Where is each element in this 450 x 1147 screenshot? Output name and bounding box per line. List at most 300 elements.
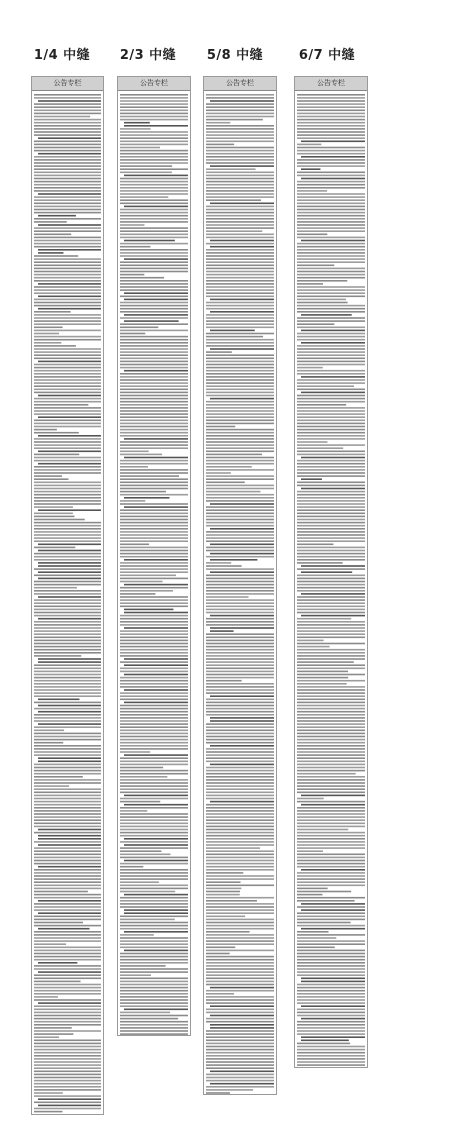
text-line bbox=[120, 516, 188, 518]
text-line bbox=[34, 184, 101, 186]
text-line bbox=[120, 416, 188, 418]
text-line bbox=[297, 575, 365, 577]
text-line bbox=[206, 296, 274, 298]
text-line bbox=[297, 624, 365, 626]
text-line bbox=[34, 528, 101, 530]
text-line bbox=[120, 230, 188, 232]
text-line bbox=[206, 460, 274, 462]
text-line bbox=[210, 240, 274, 242]
text-line bbox=[124, 612, 188, 614]
text-line bbox=[297, 389, 365, 391]
text-line bbox=[206, 813, 274, 815]
text-line bbox=[297, 317, 365, 319]
text-line bbox=[34, 513, 73, 515]
text-line bbox=[120, 156, 188, 158]
text-line bbox=[34, 810, 101, 812]
text-line bbox=[297, 993, 365, 995]
text-line bbox=[297, 798, 324, 800]
text-line bbox=[120, 500, 145, 502]
text-line bbox=[206, 847, 260, 849]
text-line bbox=[206, 506, 274, 508]
text-line bbox=[34, 1052, 101, 1054]
text-line bbox=[38, 723, 101, 725]
text-line bbox=[34, 230, 101, 232]
text-line bbox=[120, 881, 159, 883]
text-line bbox=[120, 562, 188, 564]
text-line bbox=[34, 754, 101, 756]
text-line bbox=[120, 159, 188, 161]
text-line bbox=[38, 215, 76, 217]
text-line bbox=[120, 984, 188, 986]
text-line bbox=[297, 534, 365, 536]
text-line bbox=[120, 940, 188, 942]
text-line bbox=[38, 137, 101, 139]
text-line bbox=[120, 618, 188, 620]
text-line bbox=[206, 333, 274, 335]
text-line bbox=[120, 382, 188, 384]
text-line bbox=[120, 305, 188, 307]
text-line bbox=[297, 258, 365, 260]
text-line bbox=[38, 1105, 101, 1107]
text-line bbox=[297, 122, 365, 124]
text-line bbox=[206, 785, 274, 787]
text-line bbox=[34, 664, 101, 666]
text-line bbox=[206, 401, 274, 403]
text-line bbox=[34, 819, 101, 821]
text-line bbox=[120, 97, 188, 99]
text-line bbox=[120, 556, 188, 558]
text-line bbox=[34, 478, 68, 480]
text-line bbox=[206, 754, 274, 756]
text-line bbox=[34, 587, 77, 589]
text-line bbox=[34, 339, 101, 341]
text-line bbox=[120, 1002, 188, 1004]
text-line bbox=[297, 466, 365, 468]
text-line bbox=[120, 286, 188, 288]
text-line bbox=[206, 413, 274, 415]
text-line bbox=[297, 308, 365, 310]
text-line bbox=[297, 432, 365, 434]
text-line bbox=[206, 286, 274, 288]
text-line bbox=[38, 618, 101, 620]
text-line bbox=[34, 584, 101, 586]
text-line bbox=[297, 234, 327, 236]
text-line bbox=[206, 587, 274, 589]
text-line bbox=[38, 866, 101, 868]
text-line bbox=[34, 816, 101, 818]
text-line bbox=[34, 379, 101, 381]
text-line bbox=[38, 562, 101, 564]
text-line bbox=[206, 190, 274, 192]
text-line bbox=[206, 252, 274, 254]
text-line bbox=[38, 1002, 101, 1004]
text-line bbox=[297, 847, 365, 849]
text-line bbox=[34, 351, 101, 353]
text-line bbox=[120, 996, 188, 998]
text-line bbox=[34, 1030, 101, 1032]
text-line bbox=[297, 249, 365, 251]
text-line bbox=[297, 748, 365, 750]
text-line bbox=[206, 525, 274, 527]
text-line bbox=[297, 953, 365, 955]
text-line bbox=[34, 246, 101, 248]
text-line bbox=[297, 757, 365, 759]
text-line bbox=[297, 125, 365, 127]
text-line bbox=[301, 478, 322, 480]
text-line bbox=[120, 692, 188, 694]
text-line bbox=[120, 695, 188, 697]
text-line bbox=[34, 333, 59, 335]
text-line bbox=[301, 156, 365, 158]
text-line bbox=[206, 931, 250, 933]
text-line bbox=[297, 550, 365, 552]
text-line bbox=[297, 596, 365, 598]
text-line bbox=[297, 819, 365, 821]
text-line bbox=[297, 863, 365, 865]
text-line bbox=[297, 680, 365, 682]
text-line bbox=[120, 407, 188, 409]
text-line bbox=[34, 534, 101, 536]
text-line bbox=[206, 534, 274, 536]
text-line bbox=[206, 596, 249, 598]
text-line bbox=[34, 299, 101, 301]
text-line bbox=[301, 1036, 365, 1038]
text-line bbox=[120, 475, 179, 477]
text-line bbox=[206, 993, 234, 995]
text-line bbox=[34, 168, 101, 170]
text-line bbox=[120, 906, 188, 908]
text-line bbox=[34, 581, 101, 583]
text-line bbox=[120, 990, 188, 992]
text-line bbox=[297, 395, 365, 397]
text-line bbox=[297, 919, 365, 921]
text-line bbox=[34, 779, 101, 781]
text-line bbox=[124, 240, 175, 242]
text-line bbox=[120, 761, 188, 763]
text-line bbox=[34, 255, 78, 257]
text-line bbox=[297, 674, 365, 676]
text-line bbox=[34, 320, 101, 322]
text-line bbox=[297, 407, 365, 409]
text-line bbox=[34, 447, 101, 449]
text-line bbox=[297, 224, 365, 226]
text-line bbox=[297, 540, 365, 542]
text-line bbox=[297, 252, 365, 254]
text-line bbox=[120, 187, 188, 189]
text-line bbox=[297, 671, 348, 673]
text-line bbox=[34, 999, 101, 1001]
text-line bbox=[297, 878, 365, 880]
text-line bbox=[206, 354, 274, 356]
text-line bbox=[297, 931, 329, 933]
text-line bbox=[34, 652, 101, 654]
text-line bbox=[34, 131, 101, 133]
text-line bbox=[301, 565, 365, 567]
text-line bbox=[124, 457, 188, 459]
text-line bbox=[297, 246, 365, 248]
text-line bbox=[120, 367, 188, 369]
text-line bbox=[206, 1049, 274, 1051]
text-line bbox=[120, 144, 188, 146]
text-line bbox=[206, 792, 274, 794]
text-line bbox=[297, 296, 365, 298]
text-line bbox=[34, 956, 101, 958]
text-line bbox=[297, 404, 346, 406]
text-line bbox=[206, 547, 274, 549]
text-line bbox=[120, 482, 188, 484]
text-line bbox=[206, 1021, 274, 1023]
text-line bbox=[120, 199, 188, 201]
text-line bbox=[34, 438, 101, 440]
text-line bbox=[297, 841, 365, 843]
text-line bbox=[34, 1018, 101, 1020]
text-line bbox=[206, 389, 274, 391]
text-line bbox=[120, 165, 172, 167]
text-line bbox=[297, 128, 365, 130]
text-line bbox=[206, 795, 274, 797]
text-line bbox=[120, 488, 188, 490]
text-line bbox=[206, 956, 274, 958]
text-line bbox=[297, 692, 365, 694]
text-line bbox=[206, 404, 274, 406]
text-line bbox=[297, 237, 365, 239]
text-line bbox=[206, 736, 274, 738]
text-line bbox=[34, 869, 101, 871]
text-line bbox=[206, 599, 274, 601]
text-line bbox=[206, 779, 274, 781]
text-line bbox=[297, 950, 365, 952]
text-line bbox=[206, 237, 274, 239]
text-line bbox=[120, 568, 188, 570]
text-line bbox=[34, 1012, 101, 1014]
text-line bbox=[120, 999, 188, 1001]
text-line bbox=[120, 522, 188, 524]
text-line bbox=[297, 754, 365, 756]
text-line bbox=[34, 1040, 101, 1042]
text-line bbox=[120, 578, 188, 580]
text-line bbox=[120, 485, 188, 487]
text-line bbox=[120, 537, 188, 539]
text-line bbox=[34, 525, 101, 527]
text-line bbox=[297, 587, 365, 589]
text-line bbox=[120, 237, 188, 239]
text-line bbox=[120, 364, 188, 366]
text-line bbox=[120, 209, 188, 211]
text-line bbox=[120, 655, 188, 657]
text-line bbox=[297, 655, 365, 657]
text-line bbox=[297, 714, 365, 716]
text-line bbox=[124, 497, 169, 499]
text-line bbox=[297, 113, 365, 115]
text-line bbox=[34, 317, 101, 319]
text-line bbox=[206, 193, 274, 195]
text-line bbox=[206, 522, 274, 524]
text-line bbox=[206, 739, 274, 741]
text-line bbox=[206, 959, 274, 961]
text-line bbox=[297, 711, 365, 713]
text-line bbox=[120, 829, 188, 831]
text-line bbox=[206, 420, 274, 422]
text-line bbox=[297, 782, 365, 784]
text-line bbox=[120, 671, 188, 673]
text-line bbox=[34, 358, 101, 360]
text-line bbox=[297, 937, 336, 939]
text-line bbox=[206, 894, 240, 896]
text-line bbox=[206, 897, 274, 899]
text-line bbox=[206, 519, 274, 521]
text-line bbox=[120, 348, 188, 350]
text-line bbox=[297, 606, 365, 608]
text-line bbox=[34, 178, 101, 180]
text-line bbox=[34, 144, 101, 146]
text-line bbox=[34, 965, 101, 967]
text-line bbox=[297, 1043, 350, 1045]
text-line bbox=[34, 934, 101, 936]
notice-text-block bbox=[204, 91, 276, 1094]
text-line bbox=[206, 804, 274, 806]
text-line bbox=[34, 1043, 101, 1045]
text-line bbox=[297, 881, 365, 883]
text-line bbox=[297, 661, 354, 663]
text-line bbox=[34, 444, 101, 446]
text-line bbox=[297, 544, 333, 546]
text-line bbox=[34, 850, 101, 852]
text-line bbox=[210, 695, 274, 697]
text-line bbox=[297, 339, 365, 341]
text-line bbox=[120, 633, 188, 635]
text-line bbox=[120, 736, 188, 738]
text-line bbox=[206, 451, 274, 453]
text-line bbox=[120, 255, 188, 257]
text-line bbox=[297, 826, 365, 828]
text-line bbox=[120, 863, 188, 865]
column-title-2-3: 2/3 中缝 bbox=[119, 48, 177, 63]
text-line bbox=[34, 1089, 101, 1091]
text-line bbox=[210, 246, 274, 248]
text-line bbox=[120, 630, 188, 632]
text-line bbox=[38, 435, 101, 437]
text-line bbox=[34, 1027, 72, 1029]
text-line bbox=[124, 370, 188, 372]
text-line bbox=[206, 984, 274, 986]
notice-text-block bbox=[118, 91, 190, 1035]
text-line bbox=[297, 423, 365, 425]
text-line bbox=[34, 432, 79, 434]
text-line bbox=[38, 835, 101, 837]
text-line bbox=[34, 116, 90, 118]
text-line bbox=[206, 472, 231, 474]
text-line bbox=[206, 925, 274, 927]
text-line bbox=[297, 829, 348, 831]
text-line bbox=[297, 736, 365, 738]
text-line bbox=[297, 974, 365, 976]
text-line bbox=[210, 615, 274, 617]
text-line bbox=[210, 571, 274, 573]
text-line bbox=[206, 1036, 274, 1038]
text-line bbox=[206, 562, 231, 564]
text-line bbox=[206, 478, 274, 480]
text-line bbox=[206, 302, 274, 304]
text-line bbox=[34, 190, 101, 192]
text-line bbox=[120, 599, 188, 601]
text-line bbox=[34, 302, 101, 304]
text-line bbox=[34, 1071, 101, 1073]
text-line bbox=[297, 463, 365, 465]
notice-text-block bbox=[32, 91, 103, 1114]
text-line bbox=[206, 457, 274, 459]
text-line bbox=[34, 615, 101, 617]
text-line bbox=[34, 633, 101, 635]
text-line bbox=[297, 956, 365, 958]
text-line bbox=[120, 581, 163, 583]
text-line bbox=[120, 376, 188, 378]
text-line bbox=[34, 460, 101, 462]
text-line bbox=[297, 832, 365, 834]
text-line bbox=[120, 711, 188, 713]
text-line bbox=[206, 159, 274, 161]
text-line bbox=[206, 857, 274, 859]
text-line bbox=[297, 522, 365, 524]
text-line bbox=[34, 457, 101, 459]
text-line bbox=[124, 292, 188, 294]
text-line bbox=[120, 919, 175, 921]
text-line bbox=[297, 640, 324, 642]
text-line bbox=[206, 761, 274, 763]
text-line bbox=[34, 454, 79, 456]
text-line bbox=[206, 540, 274, 542]
text-line bbox=[206, 364, 274, 366]
text-line bbox=[206, 1086, 274, 1088]
text-line bbox=[206, 410, 274, 412]
text-line bbox=[120, 342, 188, 344]
text-line bbox=[206, 491, 260, 493]
text-line bbox=[297, 509, 365, 511]
text-line bbox=[120, 987, 188, 989]
text-line bbox=[206, 230, 262, 232]
text-line bbox=[34, 695, 101, 697]
text-line bbox=[34, 1058, 101, 1060]
text-line bbox=[34, 342, 61, 344]
text-line bbox=[206, 823, 274, 825]
column-title-1-4: 1/4 中缝 bbox=[33, 48, 91, 63]
text-line bbox=[301, 909, 365, 911]
text-line bbox=[297, 162, 365, 164]
text-line bbox=[297, 172, 365, 174]
text-line bbox=[120, 587, 188, 589]
text-line bbox=[120, 203, 188, 205]
text-line bbox=[297, 472, 365, 474]
text-line bbox=[34, 627, 101, 629]
text-line bbox=[206, 258, 274, 260]
text-line bbox=[297, 996, 365, 998]
text-line bbox=[206, 370, 274, 372]
text-line bbox=[206, 1012, 274, 1014]
text-line bbox=[297, 373, 365, 375]
text-line bbox=[297, 413, 365, 415]
text-line bbox=[120, 981, 188, 983]
text-line bbox=[34, 770, 101, 772]
text-line bbox=[297, 320, 365, 322]
text-line bbox=[210, 311, 274, 313]
text-line bbox=[34, 692, 101, 694]
text-line bbox=[34, 649, 101, 651]
text-line bbox=[34, 602, 101, 604]
text-line bbox=[34, 847, 101, 849]
text-line bbox=[34, 475, 62, 477]
text-line bbox=[120, 714, 188, 716]
text-line bbox=[297, 184, 365, 186]
text-line bbox=[38, 711, 101, 713]
